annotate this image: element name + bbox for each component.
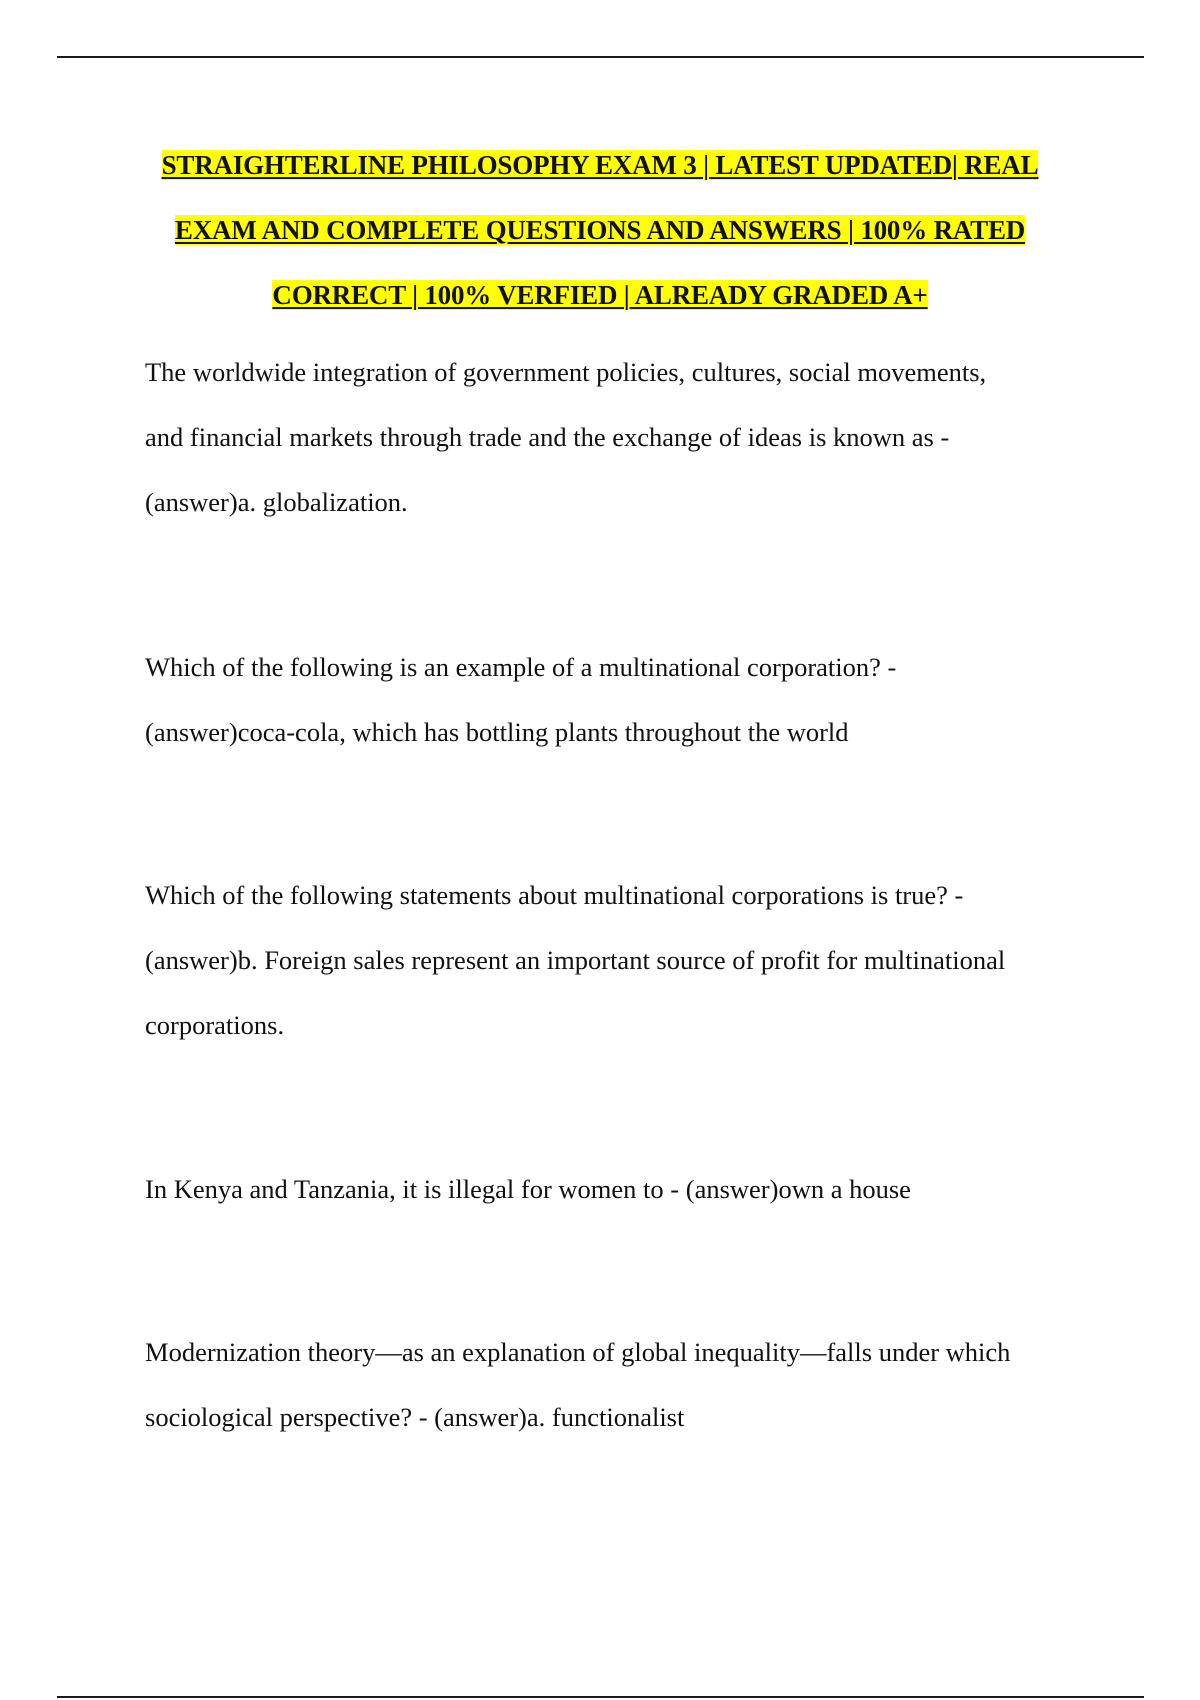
qa-line: The worldwide integration of government policies, cultures, social movements,: [145, 357, 987, 387]
qa-line: (answer)b. Foreign sales represent an important source of profit for multinational: [145, 945, 1006, 975]
question-answer-4: [145, 1157, 1085, 1222]
question-answer-1: [145, 340, 1085, 535]
title-line: EXAM AND COMPLETE QUESTIONS AND ANSWERS | 100% RATED: [174, 215, 1026, 245]
title-line: STRAIGHTERLINE PHILOSOPHY EXAM 3 | LATEST UPDATED| REAL: [161, 150, 1039, 180]
footer-rule: [57, 1696, 1144, 1698]
document-title: [120, 133, 1080, 328]
qa-line: and financial markets through trade and the exchange of ideas is known as -: [145, 422, 950, 452]
question-answer-5: [145, 1320, 1085, 1450]
qa-line: (answer)coca-cola, which has bottling plants throughout the world: [145, 717, 849, 747]
header-rule: [57, 56, 1144, 58]
qa-line: Which of the following is an example of a multinational corporation? -: [145, 652, 897, 682]
qa-line: Modernization theory—as an explanation of global inequality—falls under which: [145, 1337, 1011, 1367]
qa-line: sociological perspective? - (answer)a. functionalist: [145, 1402, 685, 1432]
question-answer-2: [145, 635, 1085, 765]
qa-line: corporations.: [145, 1010, 285, 1040]
qa-line: Which of the following statements about multinational corporations is true? -: [145, 880, 964, 910]
qa-line: In Kenya and Tanzania, it is illegal for women to - (answer)own a house: [145, 1174, 911, 1204]
qa-line: (answer)a. globalization.: [145, 487, 408, 517]
question-answer-3: [145, 863, 1085, 1058]
title-line: CORRECT | 100% VERFIED | ALREADY GRADED A+: [272, 280, 928, 310]
